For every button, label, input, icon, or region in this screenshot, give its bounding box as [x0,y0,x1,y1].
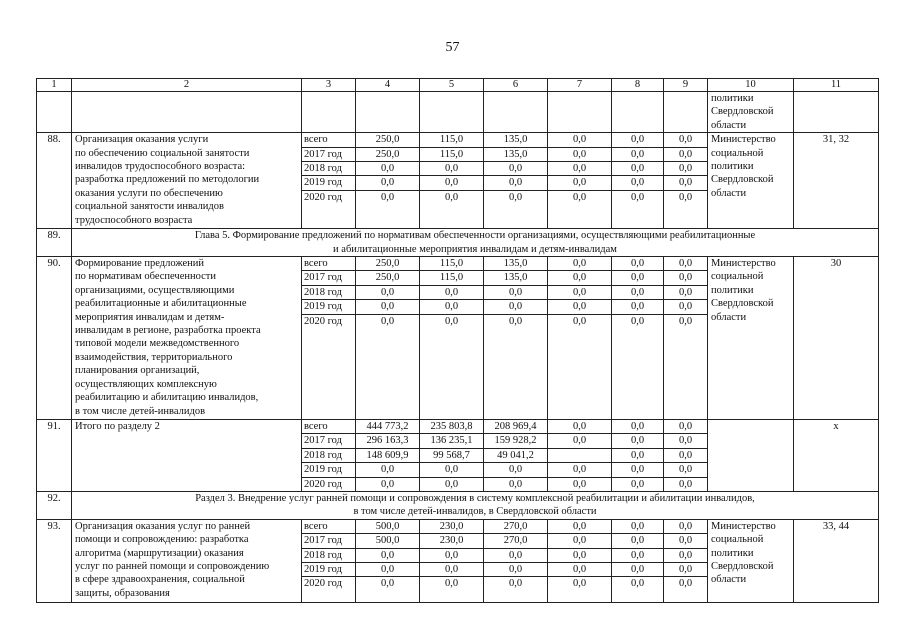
table-row [37,420,879,492]
cell-line: 250,0 [356,257,419,271]
measure-name [72,133,302,229]
target-indicators: 33, 44 [794,519,879,602]
cell-line: 0,0 [356,549,419,563]
cell-line: инвалидов трудоспособного возраста: [75,161,246,173]
measure-name [72,257,302,420]
cell-line: 0,0 [508,191,523,203]
executor-cell [708,519,794,602]
cell-line: 230,0 [420,520,483,534]
target-indicators: 31, 32 [794,133,879,229]
value-cell [420,420,484,492]
cell-line: 115,0 [420,257,483,271]
cell-line: 0,0 [664,549,707,563]
section-row [37,491,879,519]
cell-line: Организация оказания услуг по ранней [75,520,251,532]
cell-line: области [711,187,747,199]
cell-line: 0,0 [420,162,483,176]
table-row [37,133,879,229]
cell-line: 0,0 [380,191,395,203]
cell-line: 250,0 [356,148,419,162]
cell-line: 0,0 [484,176,547,190]
cell-line: 0,0 [664,271,707,285]
column-number: 3 [302,79,356,92]
cell-line: 0,0 [612,148,663,162]
cell-line: 0,0 [484,563,547,577]
cell-line: 0,0 [356,463,419,477]
cell-line: 148 609,9 [356,449,419,463]
cell-line: 2018 год [302,162,355,176]
value-cell [356,420,420,492]
cell-line: 115,0 [420,148,483,162]
cell-line: Министерство [711,134,776,146]
cell-line: 0,0 [484,162,547,176]
cell-line: 250,0 [356,133,419,147]
cell-line: помощи и сопровождению: разработка [75,534,249,546]
cell-line: 0,0 [664,162,707,176]
cell-line: Свердловской [711,106,774,118]
cell-line: 0,0 [380,478,395,490]
cell-line: 0,0 [664,176,707,190]
executor-cell [708,257,794,420]
row-number: 93. [37,519,72,602]
cell-line: 115,0 [420,133,483,147]
cell-line: 250,0 [356,271,419,285]
value-cell [484,420,548,492]
cell-line: социальной [711,534,764,546]
cell-line: 208 969,4 [484,420,547,434]
column-number: 1 [37,79,72,92]
cell-line: по нормативам обеспеченности [75,271,216,283]
cell-line: 0,0 [612,162,663,176]
cell-line: 0,0 [548,300,611,314]
cell-line: 0,0 [548,257,611,271]
program-table [36,78,879,603]
value-cell [484,133,548,229]
cell-line: планирования организаций, [75,365,200,377]
cell-line: области [711,574,747,586]
cell-line: 0,0 [548,286,611,300]
cell-line: 270,0 [484,520,547,534]
cell-line: 0,0 [678,315,693,327]
cell-line: 0,0 [444,191,459,203]
cell-line: 0,0 [572,315,587,327]
value-cell [548,133,612,229]
row-number: 88. [37,133,72,229]
cell-line: 2020 год [304,315,342,327]
cell-line: 0,0 [484,549,547,563]
cell-line: 0,0 [664,148,707,162]
cell-line: 99 568,7 [420,449,483,463]
cell-line: 0,0 [548,148,611,162]
cell-line: 0,0 [420,549,483,563]
column-number: 10 [708,79,794,92]
cell-line: 2020 год [304,478,342,490]
cell-line: 444 773,2 [356,420,419,434]
cell-line: 2020 год [304,191,342,203]
cell-line: 136 235,1 [420,434,483,448]
cell-line: по обеспечению социальной занятости [75,147,250,159]
value-cell [612,519,664,602]
cell-line: 2017 год [302,148,355,162]
cell-line: 0,0 [508,315,523,327]
cell-line: 0,0 [380,578,395,590]
cell-line: 159 928,2 [484,434,547,448]
cell-line: Министерство [711,520,776,532]
cell-line: 0,0 [664,563,707,577]
cell-line: 0,0 [420,300,483,314]
cell-line: 135,0 [484,148,547,162]
column-number: 9 [664,79,708,92]
cell-line: организациями, осуществляющими [75,284,235,296]
cell-line: 0,0 [678,478,693,490]
value-cell [664,133,708,229]
cell-line: 0,0 [548,420,611,434]
cell-line: социальной занятости инвалидов [75,201,224,213]
cell-line: в сфере здравоохранения, социальной [75,574,245,586]
target-indicators: 30 [794,257,879,420]
cell-line: 0,0 [612,463,663,477]
value-cell [664,420,708,492]
cell-line: 2019 год [302,563,355,577]
chapter-row [37,229,879,257]
cell-line: 500,0 [356,534,419,548]
cell-line: 0,0 [678,191,693,203]
cell-line: Итого по разделу 2 [75,421,160,433]
cell-line: всего [302,420,355,434]
cell-line: взаимодействия, территориального [75,351,233,363]
cell-line: 0,0 [664,420,707,434]
executor-cell [708,420,794,492]
cell-line: 0,0 [548,162,611,176]
cell-line: 2019 год [302,300,355,314]
cell-line: разработка предложений по методологии [75,174,260,186]
cell-line: 0,0 [548,563,611,577]
value-cell [664,519,708,602]
cell-line: 0,0 [612,449,663,463]
cell-line: 0,0 [612,133,663,147]
cell-line: 2018 год [302,286,355,300]
value-cell [548,420,612,492]
value-cell [484,257,548,420]
cell-line: 235 803,8 [420,420,483,434]
cell-line: всего [302,257,355,271]
cell-line: 0,0 [420,286,483,300]
cell-line: 0,0 [444,578,459,590]
executor-cell [708,92,794,133]
column-numbers-row [37,79,879,92]
cell-line: 0,0 [664,520,707,534]
cell-line: Организация оказания услуги [75,134,209,146]
year-cell [302,420,356,492]
column-number: 11 [794,79,879,92]
cell-line: 135,0 [484,271,547,285]
value-cell [420,519,484,602]
cell-line: 230,0 [420,534,483,548]
value-cell [484,519,548,602]
cell-line: 2017 год [302,434,355,448]
cell-line: типовой модели межведомственного [75,338,240,350]
cell-line: 2018 год [302,549,355,563]
cell-line: Формирование предложений [75,258,204,270]
cell-line: защиты, образования [75,587,170,599]
row-number: 90. [37,257,72,420]
cell-line: 0,0 [444,478,459,490]
value-cell [356,133,420,229]
cell-line: 0,0 [484,300,547,314]
cell-line: 2020 год [304,578,342,590]
column-number: 4 [356,79,420,92]
cell-line: 270,0 [484,534,547,548]
year-cell [302,257,356,420]
cell-line: оказания услуги по обеспечению [75,187,223,199]
page-number: 57 [445,40,460,55]
cell-line: 0,0 [612,286,663,300]
cell-line: 0,0 [630,478,645,490]
cell-line: Свердловской [711,174,774,186]
section-title: Раздел 3. Внедрение услуг ранней помощи и сопровождения в систему комплексной реабилитации и абилитации инвалидов, в том числе детей-инвалидов, в Свердловской области [72,491,879,519]
cell-line: Министерство [711,258,776,270]
cell-line: 0,0 [356,300,419,314]
cell-line: в том числе детей-инвалидов [75,405,206,417]
cell-line: 0,0 [612,520,663,534]
cell-line: 0,0 [572,191,587,203]
continuation-row [37,92,879,133]
value-cell [548,257,612,420]
cell-line: 0,0 [678,578,693,590]
cell-line: 0,0 [548,463,611,477]
cell-line: 0,0 [630,191,645,203]
cell-line: 0,0 [612,257,663,271]
cell-line: области [711,119,747,131]
table-row [37,519,879,602]
table-row [37,257,879,420]
cell-line [548,449,611,463]
cell-line: 2017 год [302,534,355,548]
cell-line: 2017 год [302,271,355,285]
cell-line: Свердловской [711,298,774,310]
cell-line: 0,0 [612,434,663,448]
cell-line: 0,0 [572,578,587,590]
cell-line: 135,0 [484,257,547,271]
value-cell [356,257,420,420]
year-cell [302,519,356,602]
cell-line: 0,0 [548,534,611,548]
cell-line: 0,0 [356,176,419,190]
cell-line: области [711,311,747,323]
cell-line: 0,0 [420,176,483,190]
cell-line: реабилитацию и абилитацию инвалидов, [75,392,259,404]
cell-line: 296 163,3 [356,434,419,448]
value-cell [356,519,420,602]
cell-line: 0,0 [664,286,707,300]
measure-name [72,519,302,602]
cell-line: 500,0 [356,520,419,534]
cell-line: 0,0 [420,463,483,477]
cell-line: 0,0 [444,315,459,327]
cell-line: всего [302,520,355,534]
cell-line: 0,0 [508,578,523,590]
row-number: 89. [37,229,72,257]
value-cell [612,420,664,492]
cell-line: алгоритма (маршрутизации) оказания [75,547,244,559]
row-number: 92. [37,491,72,519]
cell-line: 0,0 [548,434,611,448]
cell-line: социальной [711,147,764,159]
cell-line: политики [711,284,754,296]
value-cell [612,133,664,229]
cell-line: всего [302,133,355,147]
cell-line: 0,0 [548,176,611,190]
cell-line: 0,0 [630,315,645,327]
cell-line: 0,0 [630,578,645,590]
measure-name [72,420,302,492]
cell-line: 0,0 [548,549,611,563]
cell-line: политики [711,161,754,173]
column-number: 6 [484,79,548,92]
cell-line: 0,0 [356,286,419,300]
cell-line: 0,0 [664,449,707,463]
value-cell [612,257,664,420]
cell-line: трудоспособного возраста [75,214,193,226]
cell-line: Свердловской [711,561,774,573]
target-indicators: x [794,420,879,492]
column-number: 7 [548,79,612,92]
cell-line: политики [711,547,754,559]
cell-line: 0,0 [356,563,419,577]
cell-line: мероприятия инвалидам и детям- [75,311,225,323]
cell-line: 49 041,2 [484,449,547,463]
cell-line: инвалидам в регионе, разработка проекта [75,325,261,337]
cell-line: 0,0 [572,478,587,490]
value-cell [548,519,612,602]
cell-line: 0,0 [548,133,611,147]
cell-line: 115,0 [420,271,483,285]
cell-line: 2019 год [302,463,355,477]
value-cell [420,133,484,229]
value-cell [420,257,484,420]
cell-line: 0,0 [548,271,611,285]
cell-line: 0,0 [664,534,707,548]
value-cell [664,257,708,420]
cell-line: 0,0 [484,286,547,300]
cell-line: 0,0 [664,257,707,271]
cell-line: 0,0 [612,549,663,563]
cell-line: 2018 год [302,449,355,463]
cell-line: 0,0 [612,271,663,285]
column-number: 8 [612,79,664,92]
cell-line: осуществляющих комплексную [75,378,217,390]
cell-line: 0,0 [420,563,483,577]
cell-line: 0,0 [548,520,611,534]
cell-line: 0,0 [508,478,523,490]
cell-line: политики [711,93,754,104]
cell-line: 2019 год [302,176,355,190]
cell-line: 0,0 [664,463,707,477]
cell-line: социальной [711,271,764,283]
cell-line: услуг по ранней помощи и сопровождению [75,561,270,573]
chapter-title: Глава 5. Формирование предложений по нормативам обеспеченности организациями, осуществляющими реабилитационные и абилитационные мероприятия инвалидам и детям-инвалидам [72,229,879,257]
cell-line: 0,0 [612,176,663,190]
cell-line: 0,0 [612,420,663,434]
row-number: 91. [37,420,72,492]
year-cell [302,133,356,229]
cell-line: 0,0 [612,534,663,548]
cell-line: 0,0 [612,300,663,314]
cell-line: реабилитационные и абилитационные [75,298,247,310]
executor-cell [708,133,794,229]
cell-line: 0,0 [664,133,707,147]
cell-line: 0,0 [356,162,419,176]
column-number: 2 [72,79,302,92]
column-number: 5 [420,79,484,92]
cell-line: 0,0 [664,434,707,448]
cell-line: 135,0 [484,133,547,147]
cell-line: 0,0 [664,300,707,314]
cell-line: 0,0 [380,315,395,327]
cell-line: 0,0 [612,563,663,577]
cell-line: 0,0 [484,463,547,477]
